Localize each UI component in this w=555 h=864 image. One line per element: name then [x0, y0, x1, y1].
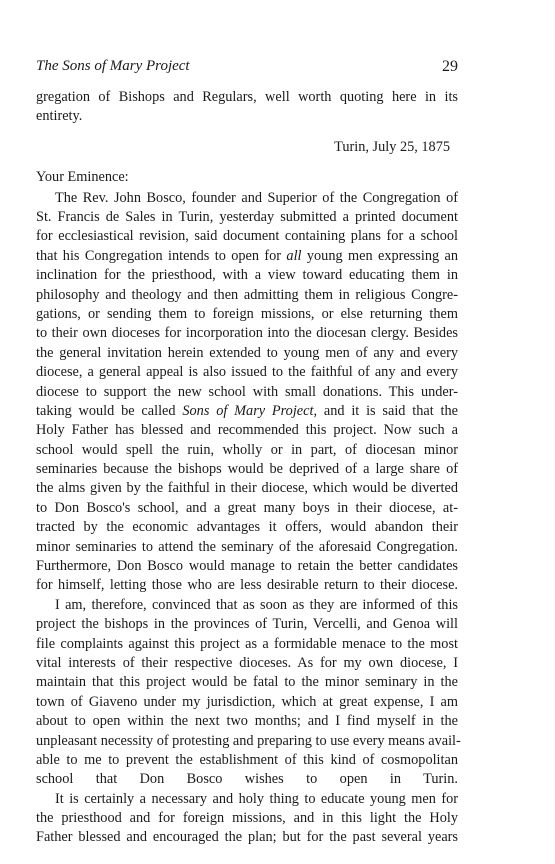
text-line	[36, 247, 458, 266]
running-header	[36, 58, 458, 80]
text-line: file complaints against this project as a formidable menace to the most	[36, 635, 458, 652]
text-line: St. Francis de Sales in Turin, yesterday submitted a printed document	[36, 208, 458, 225]
text-line: minor seminaries to attend the seminary of the aforesaid Congregation.	[36, 538, 458, 555]
text-line: tracted by the economic advantages it offers, would abandon their	[36, 519, 458, 536]
text-line: for ecclesiastical revision, said document containing plans for a school	[36, 228, 458, 245]
text-line: town of Giaveno under my jurisdiction, which at great expense, I am	[36, 693, 458, 710]
text-line	[36, 402, 458, 421]
italic-emphasis: Sons of Mary Project,	[182, 402, 318, 419]
text-line: inclination for the priesthood, with a view toward educating them in	[36, 267, 458, 284]
text-run: that his Congregation intends to open for	[36, 247, 287, 264]
text-run: young men expressing an	[301, 247, 458, 264]
text-line: unpleasant necessity of protesting and preparing to use every means avail-	[36, 732, 461, 749]
text-line: Holy Father has blessed and recommended this project. Now such a	[36, 422, 458, 439]
text-line: It is certainly a necessary and holy thing to educate young men for	[55, 790, 458, 807]
letter-paragraph-1	[36, 189, 458, 596]
text-line: school that Don Bosco wishes to open in Turin.	[36, 771, 458, 788]
text-line: about to open within the next two months; and I find myself in the	[36, 713, 458, 730]
text-line: gregation of Bishops and Regulars, well worth quoting here in its	[36, 89, 458, 105]
running-title: The Sons of Mary Project	[36, 58, 190, 74]
text-line: I am, therefore, convinced that as soon as they are informed of this	[55, 596, 458, 613]
text-line: diocese, a general appeal is also issued to the faithful of any and every	[36, 364, 458, 381]
text-line: the priesthood and for foreign missions, and in this light the Holy	[36, 810, 458, 827]
text-line: The Rev. John Bosco, founder and Superior of the Congregation of	[55, 189, 458, 206]
text-line: maintain that this project would be fatal to the minor seminary in the	[36, 674, 458, 691]
text-line: Father blessed and encouraged the plan; but for the past several years	[36, 829, 458, 846]
text-line: project the bishops in the provinces of Turin, Vercelli, and Genoa will	[36, 616, 458, 633]
italic-emphasis: all	[286, 247, 302, 264]
text-line: entirety.	[36, 108, 83, 125]
letter-salutation: Your Eminence:	[36, 169, 129, 186]
text-line: gations, or sending them to foreign missions, or else returning them	[36, 305, 458, 322]
text-run: and it is said that the	[317, 402, 458, 419]
letter-paragraph-3	[36, 790, 458, 848]
text-run: taking would be called	[36, 402, 183, 419]
letter-dateline: Turin, July 25, 1875	[334, 138, 450, 155]
text-line: philosophy and theology and then admitting them in religious Congre-	[36, 286, 458, 303]
intro-paragraph	[36, 88, 458, 127]
text-line: the alms given by the faithful in their diocese, which would be diverted	[36, 480, 458, 497]
letter-paragraph-2	[36, 596, 461, 790]
text-line: to Don Bosco's school, and a great many boys in their diocese, at-	[36, 499, 458, 516]
text-line: vital interests of their respective dioceses. As for my own diocese, I	[36, 654, 458, 671]
text-line: diocese to support the new school with small donations. This under-	[36, 383, 458, 400]
text-line: the general invitation herein extended to young men of any and every	[36, 344, 458, 361]
text-line: seminaries because the bishops would be deprived of a large share of	[36, 461, 458, 478]
text-line: school would spell the ruin, wholly or in part, of diocesan minor	[36, 441, 458, 458]
text-line: able to me to prevent the establishment of this kind of cosmopolitan	[36, 751, 458, 768]
text-line: Furthermore, Don Bosco would manage to retain the better candidates	[36, 558, 458, 575]
body-text	[36, 88, 461, 848]
page-number: 29	[442, 58, 458, 75]
text-line: to their own dioceses for incorporation into the diocesan clergy. Besides	[36, 325, 458, 342]
text-line: for himself, letting those who are less desirable return to their diocese.	[36, 577, 458, 594]
